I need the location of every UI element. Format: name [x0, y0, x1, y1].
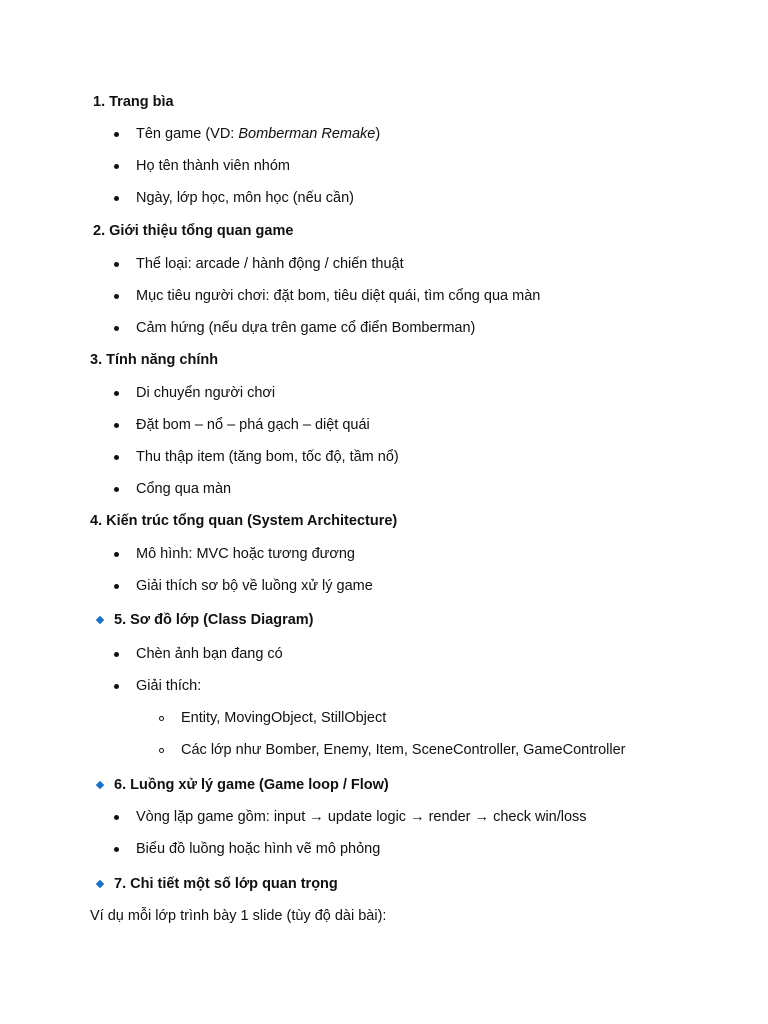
bullet-dot-icon — [114, 847, 119, 852]
list-item: Cổng qua màn — [136, 481, 232, 497]
diamond-bullet-icon — [96, 616, 104, 624]
list-item: Đặt bom – nổ – phá gạch – diệt quái — [136, 417, 370, 433]
bullet-dot-icon — [114, 455, 119, 460]
list-item: Chèn ảnh bạn đang có — [136, 646, 283, 662]
bullet-dot-icon — [114, 326, 119, 331]
section-heading-5: 5. Sơ đồ lớp (Class Diagram) — [114, 612, 314, 628]
bullet-dot-icon — [114, 652, 119, 657]
bullet-dot-icon — [114, 815, 119, 820]
bullet-dot-icon — [114, 391, 119, 396]
list-item: Giải thích: — [136, 678, 202, 694]
hollow-bullet-icon — [159, 716, 164, 721]
bullet-dot-icon — [114, 294, 119, 299]
list-item: Tên game (VD: Bomberman Remake) — [136, 126, 381, 142]
bullet-dot-icon — [114, 262, 119, 267]
list-item: Mục tiêu người chơi: đặt bom, tiêu diệt quái, tìm cổng qua màn — [136, 288, 541, 304]
section-heading-1: 1. Trang bìa — [93, 94, 174, 110]
list-item: Thể loại: arcade / hành động / chiến thuật — [136, 256, 404, 272]
list-item: Ngày, lớp học, môn học (nếu cần) — [136, 190, 354, 206]
section-heading-6: 6. Luồng xử lý game (Game loop / Flow) — [114, 777, 389, 793]
list-item: Cảm hứng (nếu dựa trên game cổ điển Bomberman) — [136, 320, 476, 336]
list-item: Giải thích sơ bộ về luồng xử lý game — [136, 578, 373, 594]
list-item: Biểu đồ luồng hoặc hình vẽ mô phỏng — [136, 841, 381, 857]
sub-list-item: Các lớp như Bomber, Enemy, Item, SceneController, GameController — [181, 742, 626, 758]
list-item: Thu thập item (tăng bom, tốc độ, tầm nổ) — [136, 449, 399, 465]
bullet-dot-icon — [114, 423, 119, 428]
list-item: Họ tên thành viên nhóm — [136, 158, 290, 174]
sub-list-item: Entity, MovingObject, StillObject — [181, 710, 387, 726]
closing-paragraph: Ví dụ mỗi lớp trình bày 1 slide (tùy độ dài bài): — [90, 908, 387, 924]
list-item: Di chuyển người chơi — [136, 385, 276, 401]
section-heading-7: 7. Chi tiết một số lớp quan trọng — [114, 876, 338, 892]
diamond-bullet-icon — [96, 880, 104, 888]
bullet-dot-icon — [114, 196, 119, 201]
diamond-bullet-icon — [96, 781, 104, 789]
section-heading-4: 4. Kiến trúc tổng quan (System Architecture) — [90, 513, 398, 529]
section-heading-2: 2. Giới thiệu tổng quan game — [93, 223, 294, 239]
bullet-dot-icon — [114, 552, 119, 557]
bullet-dot-icon — [114, 684, 119, 689]
bullet-dot-icon — [114, 584, 119, 589]
bullet-dot-icon — [114, 132, 119, 137]
list-item: Vòng lặp game gồm: input → update logic → render → check win/loss — [136, 809, 587, 825]
list-item: Mô hình: MVC hoặc tương đương — [136, 546, 355, 562]
section-heading-3: 3. Tính năng chính — [90, 352, 219, 368]
bullet-dot-icon — [114, 487, 119, 492]
hollow-bullet-icon — [159, 748, 164, 753]
bullet-dot-icon — [114, 164, 119, 169]
